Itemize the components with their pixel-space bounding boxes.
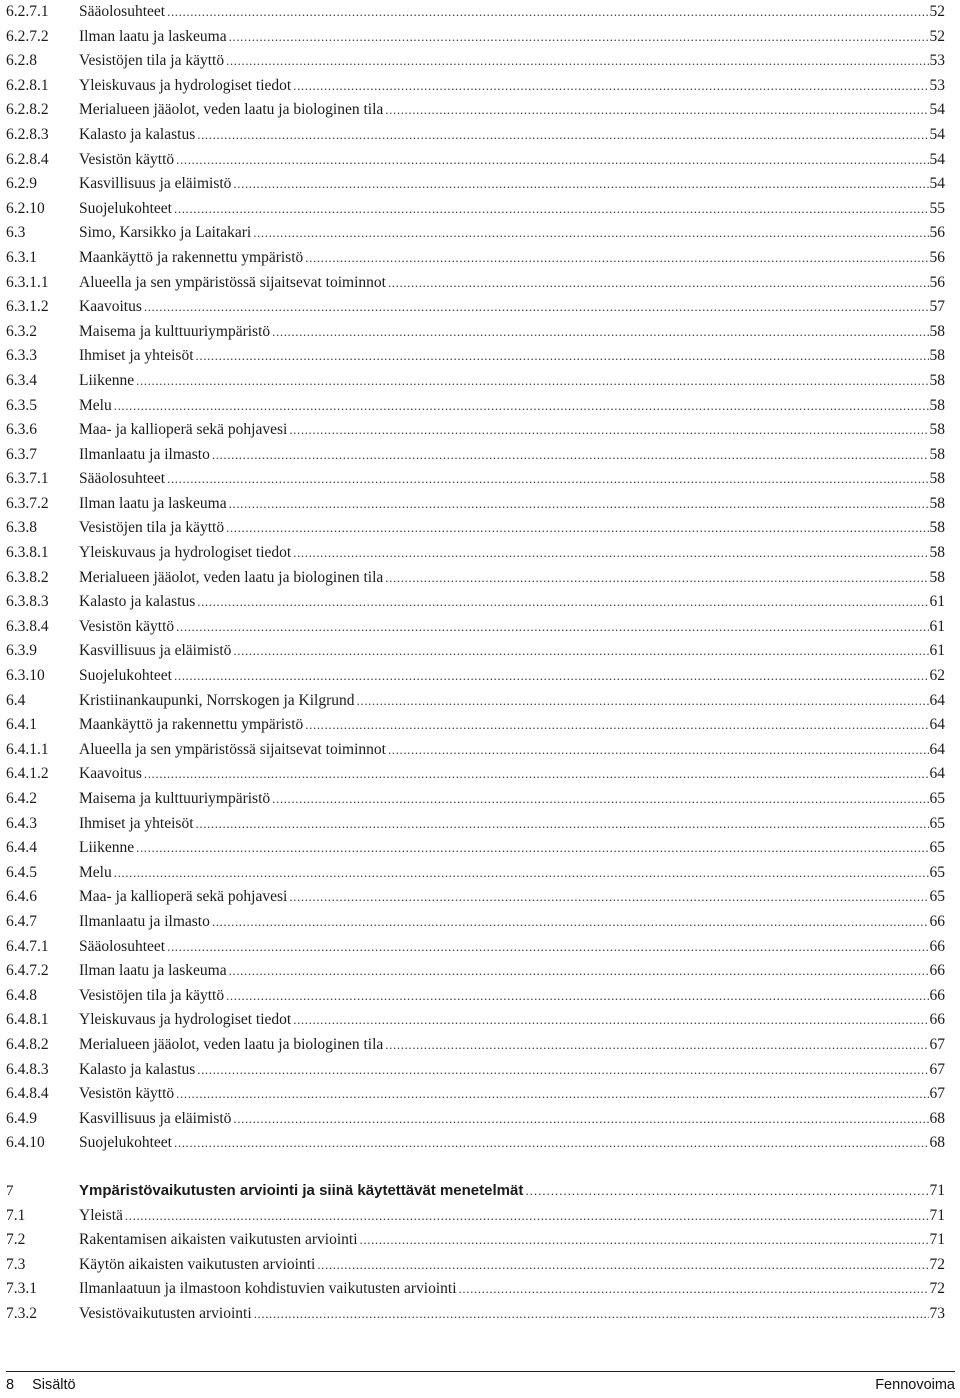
toc-entry-number: 6.3.4	[6, 371, 37, 389]
dot-leader	[293, 1008, 928, 1033]
dot-leader	[174, 664, 929, 689]
toc-entry-number: 6.2.8.1	[6, 76, 49, 94]
toc-entry-number: 6.3.1.2	[6, 298, 49, 316]
footer-section-name: Sisältö	[32, 1377, 76, 1393]
toc-entry-number: 6.3.2	[6, 322, 37, 340]
toc-entry[interactable]	[6, 443, 945, 468]
toc-entry-number: 6.3.7.1	[6, 470, 49, 488]
toc-entry[interactable]	[6, 639, 945, 664]
toc-entry-number: 6.4.4	[6, 839, 37, 857]
dot-leader	[233, 172, 928, 197]
dot-leader	[125, 1204, 929, 1229]
toc-entry-title: Vesistöjen tila ja käyttö	[79, 52, 225, 70]
dot-leader	[197, 1058, 928, 1083]
toc-entry-page: 65	[929, 814, 945, 832]
toc-entry-title: Ilman laatu ja laskeuma	[79, 27, 227, 45]
toc-entry-page: 54	[929, 175, 945, 193]
toc-entry[interactable]	[6, 738, 945, 763]
toc-entry-number: 6.3.3	[6, 347, 37, 365]
toc-entry-page: 71	[929, 1181, 945, 1199]
dot-leader	[196, 812, 929, 837]
toc-entry-title: Rakentamisen aikaisten vaikutusten arviointi	[79, 1231, 358, 1249]
toc-entry[interactable]	[6, 1277, 945, 1302]
dot-leader	[233, 1107, 928, 1132]
dot-leader	[144, 762, 929, 787]
toc-entry[interactable]	[6, 1179, 945, 1204]
toc-entry-number: 6.4.2	[6, 790, 37, 807]
toc-entry[interactable]	[6, 98, 945, 123]
toc-entry-page: 58	[929, 470, 945, 488]
toc-entry[interactable]	[6, 1033, 945, 1058]
dot-leader	[167, 0, 928, 25]
toc-list-section-6	[6, 0, 945, 1156]
toc-entry-number: 6.4	[6, 691, 26, 709]
toc-entry-title: Kasvillisuus ja eläimistö	[79, 175, 232, 193]
toc-entry-number: 6.4.1.2	[6, 765, 49, 783]
toc-entry-page: 66	[929, 962, 945, 980]
dot-leader	[253, 221, 928, 246]
toc-entry-number: 6.3.1	[6, 248, 37, 266]
toc-entry-number: 6.4.7.1	[6, 937, 49, 955]
toc-entry-title: Merialueen jääolot, veden laatu ja biologinen tila	[79, 1035, 384, 1053]
toc-entry-number: 6.2.8.2	[6, 101, 49, 119]
footer-divider	[6, 1371, 955, 1372]
dot-leader	[272, 320, 928, 345]
toc-entry-title: Liikenne	[79, 839, 135, 857]
toc-entry-page: 72	[929, 1255, 945, 1273]
dot-leader	[197, 123, 928, 148]
dot-leader	[357, 689, 929, 714]
toc-entry[interactable]	[6, 713, 945, 738]
toc-entry-page: 56	[929, 224, 945, 242]
page-footer	[6, 1377, 955, 1393]
toc-entry-number: 6.2.8.3	[6, 125, 49, 143]
toc-entry[interactable]	[6, 25, 945, 50]
toc-entry-page: 67	[929, 1060, 945, 1078]
toc-entry-title: Alueella ja sen ympäristössä sijaitsevat toiminnot	[79, 273, 386, 291]
dot-leader	[176, 148, 928, 173]
toc-entry[interactable]	[6, 910, 945, 935]
toc-entry[interactable]	[6, 836, 945, 861]
toc-entry-number: 6.2.7.2	[6, 27, 49, 45]
dot-leader	[305, 246, 928, 271]
toc-entry[interactable]	[6, 467, 945, 492]
toc-entry[interactable]	[6, 295, 945, 320]
toc-entry-number: 6.3.6	[6, 421, 37, 439]
dot-leader	[525, 1179, 928, 1204]
toc-entry-number: 6.4.10	[6, 1134, 45, 1152]
dot-leader	[385, 98, 928, 123]
toc-entry[interactable]	[6, 812, 945, 837]
table-of-contents	[6, 0, 945, 1326]
toc-entry-page: 58	[929, 568, 945, 586]
toc-entry-title: Kalasto ja kalastus	[79, 1060, 196, 1078]
toc-entry[interactable]	[6, 689, 945, 714]
toc-entry-title: Vesistöjen tila ja käyttö	[79, 986, 225, 1004]
toc-entry-number: 7.3.1	[6, 1280, 37, 1298]
toc-entry-page: 67	[929, 1035, 945, 1053]
toc-entry[interactable]	[6, 566, 945, 591]
toc-entry-title: Simo, Karsikko ja Laitakari	[79, 224, 252, 242]
dot-leader	[197, 590, 928, 615]
toc-entry-page: 58	[929, 544, 945, 562]
toc-entry[interactable]	[6, 787, 945, 812]
toc-entry-page: 71	[929, 1206, 945, 1224]
dot-leader	[293, 74, 928, 99]
dot-leader	[226, 516, 928, 541]
toc-entry[interactable]	[6, 246, 945, 271]
toc-entry-number: 7.3	[6, 1255, 26, 1273]
toc-entry[interactable]	[6, 1107, 945, 1132]
toc-entry[interactable]	[6, 394, 945, 419]
dot-leader	[229, 959, 929, 984]
toc-entry-number: 6.3.8.1	[6, 544, 49, 562]
toc-entry-page: 68	[929, 1109, 945, 1127]
dot-leader	[233, 639, 928, 664]
dot-leader	[114, 394, 929, 419]
toc-entry-page: 58	[929, 371, 945, 389]
toc-entry-number: 6.3.7.2	[6, 494, 49, 512]
toc-entry[interactable]	[6, 1204, 945, 1229]
toc-entry[interactable]	[6, 861, 945, 886]
toc-entry-title: Maa- ja kallioperä sekä pohjavesi	[79, 421, 288, 439]
toc-entry-number: 6.2.8.4	[6, 150, 49, 168]
toc-entry-page: 58	[929, 445, 945, 463]
toc-entry[interactable]	[6, 369, 945, 394]
toc-entry[interactable]	[6, 885, 945, 910]
toc-entry-title: Ihmiset ja yhteisöt	[79, 347, 194, 365]
toc-entry-page: 53	[929, 52, 945, 70]
toc-entry-page: 62	[929, 667, 945, 685]
toc-entry[interactable]	[6, 516, 945, 541]
toc-entry-number: 6.4.3	[6, 814, 37, 832]
toc-entry-title: Ilmanlaatu ja ilmasto	[79, 912, 210, 930]
toc-entry-number: 6.3.1.1	[6, 273, 49, 291]
toc-entry-number: 6.4.9	[6, 1109, 37, 1127]
toc-entry[interactable]	[6, 1058, 945, 1083]
toc-entry[interactable]	[6, 418, 945, 443]
toc-entry-page: 73	[929, 1304, 945, 1322]
toc-entry-title: Ilman laatu ja laskeuma	[79, 962, 227, 980]
footer-left	[6, 1377, 94, 1393]
toc-entry-page: 56	[929, 273, 945, 291]
toc-entry-title: Ympäristövaikutusten arviointi ja siinä käytettävät menetelmät	[79, 1181, 524, 1199]
toc-entry-page: 58	[929, 421, 945, 439]
toc-entry[interactable]	[6, 74, 945, 99]
toc-entry[interactable]	[6, 541, 945, 566]
toc-entry-title: Vesistön käyttö	[79, 150, 175, 168]
toc-entry[interactable]	[6, 1253, 945, 1278]
toc-entry-page: 56	[929, 248, 945, 266]
toc-entry-title: Käytön aikaisten vaikutusten arviointi	[79, 1255, 316, 1273]
toc-entry[interactable]	[6, 172, 945, 197]
toc-entry-page: 68	[929, 1134, 945, 1152]
toc-entry-title: Maankäyttö ja rakennettu ympäristö	[79, 716, 304, 734]
dot-leader	[360, 1228, 929, 1253]
toc-entry-page: 65	[929, 839, 945, 857]
toc-entry-title: Vesistön käyttö	[79, 617, 175, 635]
toc-entry-title: Yleiskuvaus ja hydrologiset tiedot	[79, 544, 292, 562]
toc-entry[interactable]	[6, 344, 945, 369]
dot-leader	[388, 271, 929, 296]
toc-entry-title: Melu	[79, 863, 112, 881]
toc-entry-page: 61	[929, 642, 945, 660]
dot-leader	[254, 1302, 929, 1327]
toc-entry-page: 71	[929, 1231, 945, 1249]
dot-leader	[226, 984, 928, 1009]
toc-entry-number: 6.4.5	[6, 863, 37, 881]
toc-entry[interactable]	[6, 1302, 945, 1327]
toc-entry-title: Liikenne	[79, 371, 135, 389]
toc-entry-number: 6.4.8	[6, 986, 37, 1004]
toc-entry-page: 58	[929, 494, 945, 512]
toc-entry-page: 67	[929, 1085, 945, 1103]
toc-entry[interactable]	[6, 1228, 945, 1253]
toc-entry-title: Yleiskuvaus ja hydrologiset tiedot	[79, 1011, 292, 1029]
footer-page-number: 8	[6, 1377, 15, 1393]
toc-entry-number: 6.3.7	[6, 445, 37, 463]
toc-entry-number: 6.2.8	[6, 52, 37, 70]
dot-leader	[196, 344, 929, 369]
dot-leader	[272, 787, 928, 812]
toc-entry[interactable]	[6, 49, 945, 74]
toc-entry-page: 54	[929, 125, 945, 143]
toc-entry[interactable]	[6, 123, 945, 148]
toc-entry-page: 64	[929, 740, 945, 758]
toc-list-chapter-7	[6, 1179, 945, 1327]
toc-entry[interactable]	[6, 197, 945, 222]
toc-entry-number: 6.4.1	[6, 716, 37, 734]
toc-entry-number: 6.3.9	[6, 642, 37, 660]
toc-entry-page: 58	[929, 396, 945, 414]
toc-entry-title: Kalasto ja kalastus	[79, 593, 196, 611]
toc-entry-number: 6.3.5	[6, 396, 37, 414]
dot-leader	[388, 738, 929, 763]
toc-entry[interactable]	[6, 271, 945, 296]
toc-entry-title: Ilmanlaatuun ja ilmastoon kohdistuvien vaikutusten arviointi	[79, 1280, 457, 1298]
toc-entry-number: 6.3.8	[6, 519, 37, 537]
toc-entry-page: 65	[929, 790, 945, 807]
toc-entry-page: 64	[929, 765, 945, 783]
dot-leader	[114, 861, 929, 886]
toc-entry-title: Ilmanlaatu ja ilmasto	[79, 445, 210, 463]
toc-entry-number: 7.1	[6, 1206, 26, 1224]
dot-leader	[136, 836, 928, 861]
toc-entry-title: Melu	[79, 396, 112, 414]
dot-leader	[176, 1082, 928, 1107]
toc-entry-title: Sääolosuhteet	[79, 470, 166, 488]
toc-entry-page: 66	[929, 912, 945, 930]
toc-entry[interactable]	[6, 959, 945, 984]
dot-leader	[174, 1131, 929, 1156]
toc-entry[interactable]	[6, 320, 945, 345]
toc-entry[interactable]	[6, 590, 945, 615]
toc-entry-title: Vesistön käyttö	[79, 1085, 175, 1103]
toc-entry-number: 6.4.8.2	[6, 1035, 49, 1053]
toc-entry-number: 6.2.7.1	[6, 3, 49, 20]
toc-entry-title: Vesistöjen tila ja käyttö	[79, 519, 225, 537]
toc-entry-page: 57	[929, 298, 945, 316]
toc-entry-page: 61	[929, 593, 945, 611]
toc-entry[interactable]	[6, 984, 945, 1009]
toc-entry-title: Kalasto ja kalastus	[79, 125, 196, 143]
dot-leader	[174, 197, 929, 222]
dot-leader	[459, 1277, 929, 1302]
toc-entry-number: 6.4.1.1	[6, 740, 49, 758]
toc-entry[interactable]	[6, 935, 945, 960]
toc-entry-number: 6.2.10	[6, 199, 45, 217]
toc-entry-title: Merialueen jääolot, veden laatu ja biologinen tila	[79, 568, 384, 586]
toc-entry-title: Maisema ja kulttuuriympäristö	[79, 322, 271, 340]
toc-entry-number: 6.3.8.3	[6, 593, 49, 611]
toc-entry[interactable]	[6, 1008, 945, 1033]
toc-entry-title: Alueella ja sen ympäristössä sijaitsevat toiminnot	[79, 740, 386, 758]
toc-entry-page: 54	[929, 101, 945, 119]
toc-entry[interactable]	[6, 1082, 945, 1107]
toc-entry-page: 65	[929, 888, 945, 906]
toc-entry-page: 72	[929, 1280, 945, 1298]
toc-entry-title: Ilman laatu ja laskeuma	[79, 494, 227, 512]
dot-leader	[136, 369, 928, 394]
toc-entry-number: 6.4.8.3	[6, 1060, 49, 1078]
toc-entry-number: 7.2	[6, 1231, 26, 1249]
toc-entry-title: Kasvillisuus ja eläimistö	[79, 642, 232, 660]
toc-entry-title: Yleistä	[79, 1206, 123, 1224]
toc-entry-page: 65	[929, 863, 945, 881]
toc-entry-title: Maa- ja kallioperä sekä pohjavesi	[79, 888, 288, 906]
toc-entry-page: 66	[929, 986, 945, 1004]
dot-leader	[212, 443, 929, 468]
toc-entry-number: 6.4.7.2	[6, 962, 49, 980]
toc-entry-number: 7	[6, 1182, 14, 1199]
dot-leader	[289, 418, 928, 443]
toc-entry-number: 6.3.8.2	[6, 568, 49, 586]
dot-leader	[167, 467, 928, 492]
toc-entry-page: 66	[929, 1011, 945, 1029]
toc-entry-page: 64	[929, 691, 945, 709]
toc-entry-number: 6.4.6	[6, 888, 37, 906]
toc-entry-page: 52	[929, 3, 945, 20]
toc-entry-page: 58	[929, 519, 945, 537]
dot-leader	[212, 910, 929, 935]
toc-entry-title: Sääolosuhteet	[79, 937, 166, 955]
toc-entry-number: 6.3.10	[6, 667, 45, 685]
toc-entry-page: 54	[929, 150, 945, 168]
toc-entry[interactable]	[6, 615, 945, 640]
toc-entry-title: Suojelukohteet	[79, 667, 172, 685]
toc-entry-page: 55	[929, 199, 945, 217]
toc-entry-number: 6.4.8.1	[6, 1011, 49, 1029]
dot-leader	[229, 492, 929, 517]
toc-entry[interactable]	[6, 762, 945, 787]
toc-entry[interactable]	[6, 492, 945, 517]
toc-entry-title: Kasvillisuus ja eläimistö	[79, 1109, 232, 1127]
dot-leader	[229, 25, 929, 50]
toc-entry-page: 66	[929, 937, 945, 955]
toc-entry-title: Suojelukohteet	[79, 199, 172, 217]
toc-entry-title: Kaavoitus	[79, 298, 142, 316]
toc-entry-number: 6.2.9	[6, 175, 37, 193]
toc-entry[interactable]	[6, 221, 945, 246]
dot-leader	[305, 713, 928, 738]
toc-entry-title: Suojelukohteet	[79, 1134, 172, 1152]
toc-entry-page: 53	[929, 76, 945, 94]
dot-leader	[385, 566, 928, 591]
toc-entry[interactable]	[6, 148, 945, 173]
toc-entry-title: Yleiskuvaus ja hydrologiset tiedot	[79, 76, 292, 94]
dot-leader	[226, 49, 928, 74]
toc-entry-page: 52	[929, 27, 945, 45]
dot-leader	[289, 885, 928, 910]
toc-entry-title: Kaavoitus	[79, 765, 142, 783]
toc-entry-page: 61	[929, 617, 945, 635]
toc-entry-number: 6.3.8.4	[6, 617, 49, 635]
dot-leader	[176, 615, 928, 640]
dot-leader	[144, 295, 929, 320]
toc-entry-title: Maisema ja kulttuuriympäristö	[79, 790, 271, 807]
toc-entry-title: Ihmiset ja yhteisöt	[79, 814, 194, 832]
dot-leader	[385, 1033, 928, 1058]
toc-entry-page: 58	[929, 347, 945, 365]
toc-entry-number: 6.3	[6, 224, 26, 242]
toc-entry[interactable]	[6, 664, 945, 689]
toc-entry-title: Kristiinankaupunki, Norrskogen ja Kilgrund	[79, 691, 355, 709]
dot-leader	[293, 541, 928, 566]
footer-company: Fennovoima	[875, 1377, 955, 1393]
toc-entry-number: 6.4.8.4	[6, 1085, 49, 1103]
toc-entry-page: 58	[929, 322, 945, 340]
toc-entry[interactable]	[6, 1131, 945, 1156]
toc-entry[interactable]	[6, 0, 945, 25]
dot-leader	[167, 935, 928, 960]
toc-entry-title: Maankäyttö ja rakennettu ympäristö	[79, 248, 304, 266]
dot-leader	[317, 1253, 928, 1278]
toc-entry-title: Vesistövaikutusten arviointi	[79, 1304, 252, 1322]
toc-entry-number: 7.3.2	[6, 1304, 37, 1322]
toc-entry-number: 6.4.7	[6, 912, 37, 930]
toc-entry-page: 64	[929, 716, 945, 734]
toc-entry-title: Sääolosuhteet	[79, 3, 166, 20]
toc-entry-title: Merialueen jääolot, veden laatu ja biologinen tila	[79, 101, 384, 119]
